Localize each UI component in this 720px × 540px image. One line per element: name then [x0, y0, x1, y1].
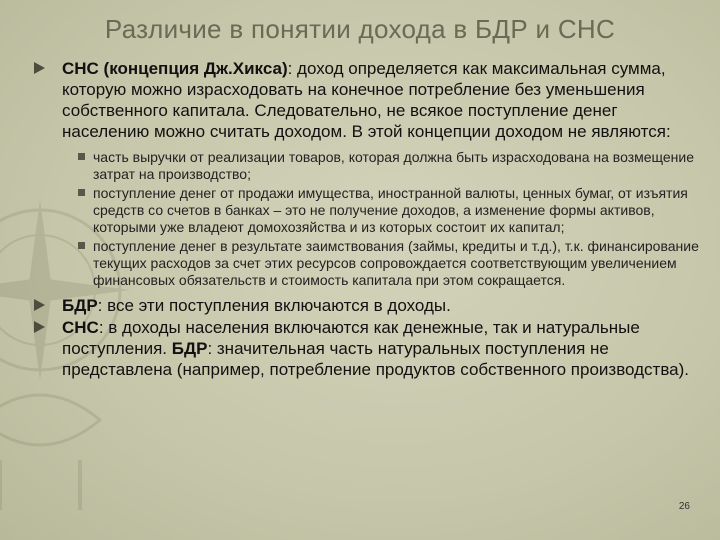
term-sns-hicks: СНС (концепция Дж.Хикса) [62, 59, 288, 78]
arrow-bullet-icon [34, 62, 45, 74]
page-number: 26 [678, 501, 690, 512]
sub-item-text: часть выручки от реализации товаров, которая должна быть израсходована на возмещение затрат на производство; [93, 149, 695, 182]
arrow-bullet-icon [34, 299, 45, 311]
bullet-item-sns-vs-bdr [30, 317, 700, 380]
term-bdr: БДР [62, 296, 98, 315]
sub-item-text: поступление денег от продажи имущества, иностранной валюты, ценных бумаг, от изъятия средств со счетов в банках – это не получение доходов, а изменение формы активов, которыми уже владеют домохозяйства и из которых состоит их капитал; [93, 185, 688, 235]
text-bdr-2: : значительная часть натуральных поступления не представлена (например, потребление продуктов собственного производства). [62, 339, 690, 379]
text-bdr: : все эти поступления включаются в доходы. [97, 296, 451, 315]
sub-item [30, 238, 700, 289]
text-sns-hicks: : доход определяется как максимальная сумма, которую можно израсходовать на конечное потребление без уменьшения собственного капитала. Следовательно, не всякое поступление денег населению можно считать доходом. В этой концепции доходом не являются: [62, 59, 671, 141]
content [30, 58, 700, 381]
bullet-item-bdr [30, 295, 700, 316]
term-sns: СНС [62, 318, 99, 337]
square-bullet-icon [78, 242, 85, 249]
sub-item [30, 149, 700, 183]
slide-title: Различие в понятии дохода в БДР и СНС [104, 14, 616, 44]
sub-item [30, 185, 700, 236]
sub-item-text: поступление денег в результате заимствования (займы, кредиты и т.д.), т.к. финансирование текущих расходов за счет этих ресурсов сопровождается соответствующим увеличением финансовых обязательств и стоимость капитала при этом сокращается. [93, 238, 699, 288]
term-bdr-2: БДР [171, 339, 208, 358]
arrow-bullet-icon [34, 321, 45, 333]
square-bullet-icon [78, 189, 85, 196]
square-bullet-icon [78, 153, 85, 160]
bullet-item-sns-hicks [30, 58, 700, 142]
text-sns: : в доходы населения включаются как денежные, так и натуральные поступления. [62, 318, 640, 358]
sub-list [30, 149, 700, 289]
